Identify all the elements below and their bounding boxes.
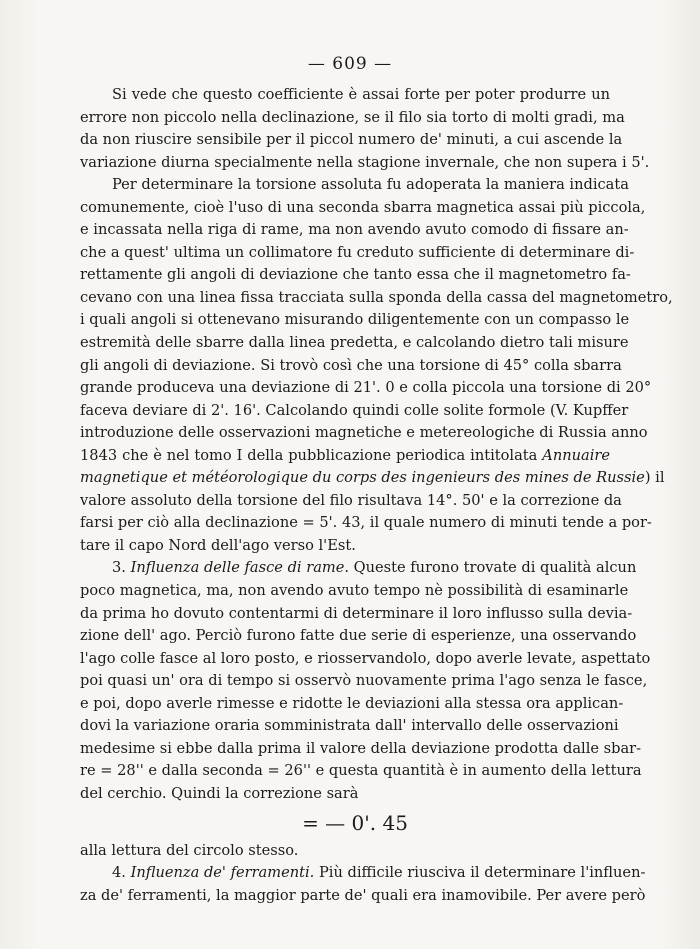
- text-line: re = 28'' e dalla seconda = 26'' e questa quantità è in aumento della lettura: [80, 762, 642, 780]
- italic-title: magnetique et météorologique du corps des ingenieurs des mines de Russie: [80, 469, 645, 487]
- text-line: alla lettura del circolo stesso.: [80, 841, 299, 859]
- text-line: Si vede che questo coefficiente è assai forte per poter produrre un: [112, 86, 610, 103]
- text-line: dovi la variazione oraria somministrata dall' intervallo delle osservazioni: [80, 717, 619, 735]
- formula: = — 0'. 45: [302, 810, 408, 835]
- text-line: zione dell' ago. Perciò furono fatte due serie di esperienze, una osservando: [80, 627, 637, 645]
- text-line: che a quest' ultima un collimatore fu creduto sufficiente di determinare di-: [80, 243, 635, 261]
- text-line: grande produceva una deviazione di 21'. 0 e colla piccola una torsione di 20°: [80, 379, 652, 397]
- text-line: introduzione delle osservazioni magnetiche e metereologiche di Russia anno: [80, 424, 648, 442]
- text-line: del cerchio. Quindi la correzione sarà: [80, 784, 359, 802]
- text-line: faceva deviare di 2'. 16'. Calcolando quindi colle solite formole (V. Kupffer: [80, 401, 629, 419]
- body-text: [80, 84, 673, 907]
- text-line: poi quasi un' ora di tempo si osservò nuovamente prima l'ago senza le fasce,: [80, 672, 648, 690]
- page-number: — 609 —: [307, 54, 393, 74]
- text-line: za de' ferramenti, la maggior parte de' quali era inamovibile. Per avere però: [80, 886, 646, 904]
- section-number: 4.: [112, 864, 126, 882]
- text-fragment: Queste furono trovate di qualità alcun: [353, 559, 637, 577]
- text-line: errore non piccolo nella declinazione, se il filo sia torto di molti gradi, ma: [80, 108, 625, 126]
- text-line: l'ago colle fasce al loro posto, e riosservandolo, dopo averle levate, aspettato: [80, 649, 651, 667]
- text-line: i quali angoli si ottenevano misurando diligentemente con un compasso le: [80, 311, 630, 329]
- text-line: [80, 467, 665, 490]
- text-line: Per determinare la torsione assoluta fu adoperata la maniera indicata: [112, 176, 629, 194]
- section-title: Influenza de' ferramenti.: [130, 864, 315, 882]
- text-fragment: 1843 che è nel tomo I della pubblicazione periodica intitolata: [80, 446, 538, 464]
- text-line: cevano con una linea fissa tracciata sulla sponda della cassa del magnetometro,: [80, 288, 673, 306]
- text-line: comunemente, cioè l'uso di una seconda sbarra magnetica assai più piccola,: [80, 198, 646, 216]
- text-line: da non riuscire sensibile per il piccol numero de' minuti, a cui ascende la: [80, 131, 623, 149]
- section-title: Influenza delle fasce di rame.: [130, 559, 350, 577]
- text-fragment: ) il: [644, 469, 665, 487]
- text-line: farsi per ciò alla declinazione = 5'. 43, il quale numero di minuti tende a por-: [80, 514, 652, 532]
- text-line: [80, 445, 610, 468]
- text-line: variazione diurna specialmente nella stagione invernale, che non supera i 5'.: [80, 153, 650, 171]
- text-line: e poi, dopo averle rimesse e ridotte le deviazioni alla stessa ora applican-: [80, 694, 624, 712]
- text-line: e incassata nella riga di rame, ma non avendo avuto comodo di fissare an-: [80, 221, 629, 239]
- text-line: tare il capo Nord dell'ago verso l'Est.: [80, 536, 356, 554]
- text-line: estremità delle sbarre dalla linea predetta, e calcolando dietro tali misure: [80, 334, 629, 352]
- section-4-heading-line: [80, 862, 646, 885]
- text-line: gli angoli di deviazione. Si trovò così che una torsione di 45° colla sbarra: [80, 356, 622, 374]
- text-line: rettamente gli angoli di deviazione che tanto essa che il magnetometro fa-: [80, 266, 631, 284]
- text-line: poco magnetica, ma, non avendo avuto tempo nè possibilità di esaminarle: [80, 582, 629, 600]
- text-line: valore assoluto della torsione del filo risultava 14°. 50' e la correzione da: [80, 491, 622, 509]
- text-fragment: Più difficile riusciva il determinare l'influen-: [318, 864, 646, 882]
- section-number: 3.: [112, 559, 126, 577]
- section-3-heading-line: [80, 557, 637, 580]
- text-line: da prima ho dovuto contentarmi di determinare il loro influsso sulla devia-: [80, 604, 633, 622]
- italic-title: Annuaire: [542, 446, 611, 464]
- text-line: medesime si ebbe dalla prima il valore della deviazione prodotta dalle sbar-: [80, 739, 642, 757]
